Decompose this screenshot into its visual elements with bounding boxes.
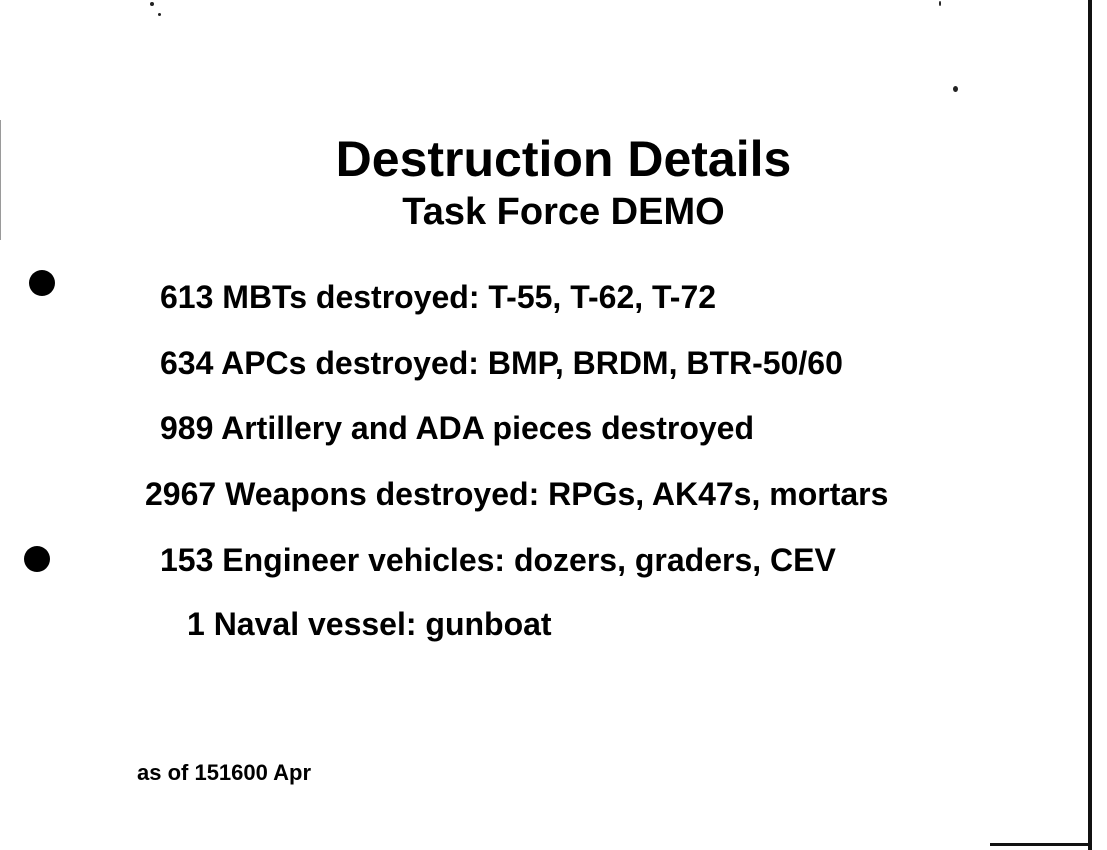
detail-line-mbts: 613 MBTs destroyed: T-55, T-62, T-72 [160,279,717,315]
hole-punch-mark [24,546,50,572]
scan-speck [953,86,958,92]
detail-line-naval-vessel: 1 Naval vessel: gunboat [187,606,552,642]
page-title: Destruction Details [335,131,792,187]
page-bottom-border [990,843,1092,846]
detail-line-apcs: 634 APCs destroyed: BMP, BRDM, BTR-50/60 [160,345,843,381]
page-right-border [1088,0,1092,850]
detail-line-weapons: 2967 Weapons destroyed: RPGs, AK47s, mortars [145,476,889,512]
detail-line-engineer-vehicles: 153 Engineer vehicles: dozers, graders, CEV [160,542,836,578]
scan-speck [150,2,154,6]
page-subtitle: Task Force DEMO [402,191,725,233]
scan-speck [158,13,161,16]
detail-line-artillery: 989 Artillery and ADA pieces destroyed [160,410,754,446]
scan-speck [939,1,941,6]
hole-punch-mark [29,270,55,296]
as-of-date: as of 151600 Apr [137,760,312,785]
